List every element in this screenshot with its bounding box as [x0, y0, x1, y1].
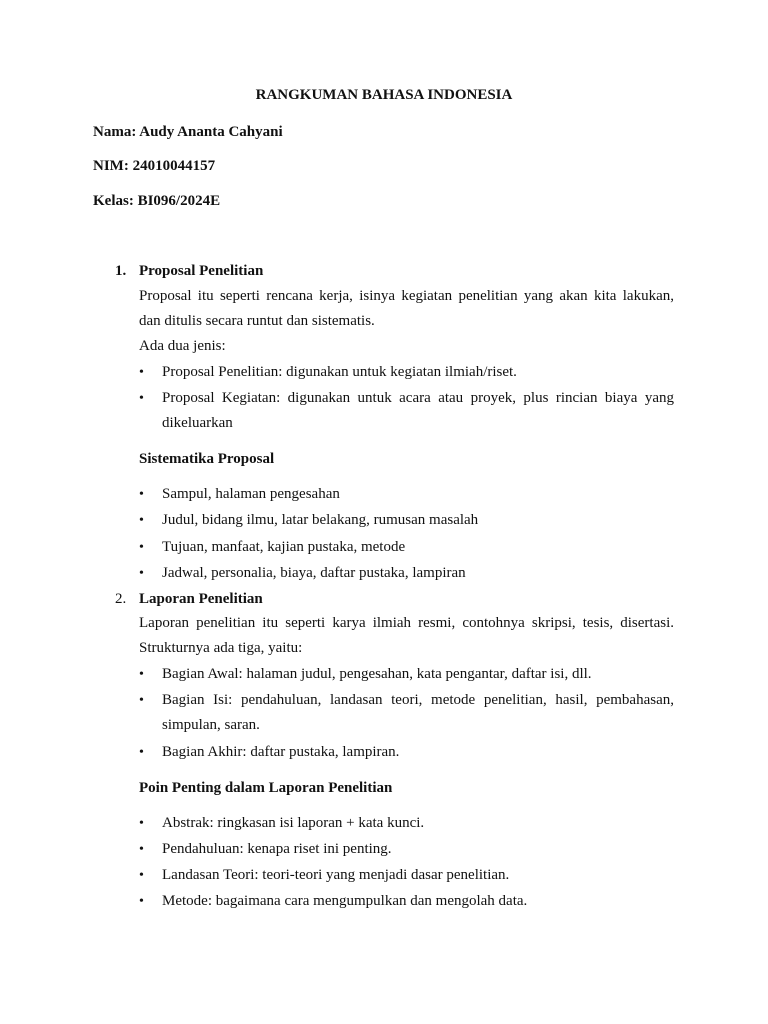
list-item: Jadwal, personalia, biaya, daftar pustaka, lampiran [162, 565, 466, 581]
bullet-icon: • [139, 868, 144, 883]
bullet-icon: • [139, 566, 144, 581]
bullet-icon: • [139, 894, 144, 909]
bullet-icon: • [139, 391, 144, 406]
bullet-icon: • [139, 513, 144, 528]
bullet-icon: • [139, 487, 144, 502]
section-heading-proposal: Proposal Penelitian [139, 263, 264, 279]
laporan-paragraph-line-2: Strukturnya ada tiga, yaitu: [139, 640, 303, 656]
list-item-continuation: simpulan, saran. [162, 717, 260, 733]
student-class: Kelas: BI096/2024E [93, 193, 221, 209]
list-item-continuation: dikeluarkan [162, 415, 233, 431]
bullet-icon: • [139, 365, 144, 380]
laporan-paragraph-line-1: Laporan penelitian itu seperti karya ilmiah resmi, contohnya skripsi, tesis, disertasi. [139, 615, 674, 631]
proposal-types-intro: Ada dua jenis: [139, 338, 226, 354]
student-nim: NIM: 24010044157 [93, 158, 216, 174]
bullet-icon: • [139, 816, 144, 831]
student-name: Nama: Audy Ananta Cahyani [93, 124, 283, 140]
list-item: Bagian Awal: halaman judul, pengesahan, kata pengantar, daftar isi, dll. [162, 666, 592, 682]
list-item: Bagian Isi: pendahuluan, landasan teori, metode penelitian, hasil, pembahasan, [162, 692, 674, 708]
proposal-paragraph-line-2: dan ditulis secara runtut dan sistematis. [139, 313, 375, 329]
list-item: Metode: bagaimana cara mengumpulkan dan mengolah data. [162, 893, 528, 909]
bullet-icon: • [139, 842, 144, 857]
bullet-icon: • [139, 667, 144, 682]
section-number-2: 2. [115, 591, 127, 607]
document-title: RANGKUMAN BAHASA INDONESIA [255, 87, 513, 103]
subheading-sistematika: Sistematika Proposal [139, 451, 275, 467]
list-item: Landasan Teori: teori-teori yang menjadi dasar penelitian. [162, 867, 510, 883]
list-item: Bagian Akhir: daftar pustaka, lampiran. [162, 744, 400, 760]
list-item: Abstrak: ringkasan isi laporan + kata kunci. [162, 815, 425, 831]
bullet-icon: • [139, 745, 144, 760]
section-number-1: 1. [115, 263, 127, 279]
bullet-icon: • [139, 540, 144, 555]
list-item: Judul, bidang ilmu, latar belakang, rumusan masalah [162, 512, 479, 528]
list-item: Sampul, halaman pengesahan [162, 486, 340, 502]
section-heading-laporan: Laporan Penelitian [139, 591, 263, 607]
subheading-poin-penting: Poin Penting dalam Laporan Penelitian [139, 780, 393, 796]
list-item: Proposal Penelitian: digunakan untuk kegiatan ilmiah/riset. [162, 364, 517, 380]
list-item: Pendahuluan: kenapa riset ini penting. [162, 841, 392, 857]
list-item: Tujuan, manfaat, kajian pustaka, metode [162, 539, 406, 555]
bullet-icon: • [139, 693, 144, 708]
list-item: Proposal Kegiatan: digunakan untuk acara atau proyek, plus rincian biaya yang [162, 390, 674, 406]
proposal-paragraph-line-1: Proposal itu seperti rencana kerja, isinya kegiatan penelitian yang akan kita lakukan, [139, 288, 674, 304]
